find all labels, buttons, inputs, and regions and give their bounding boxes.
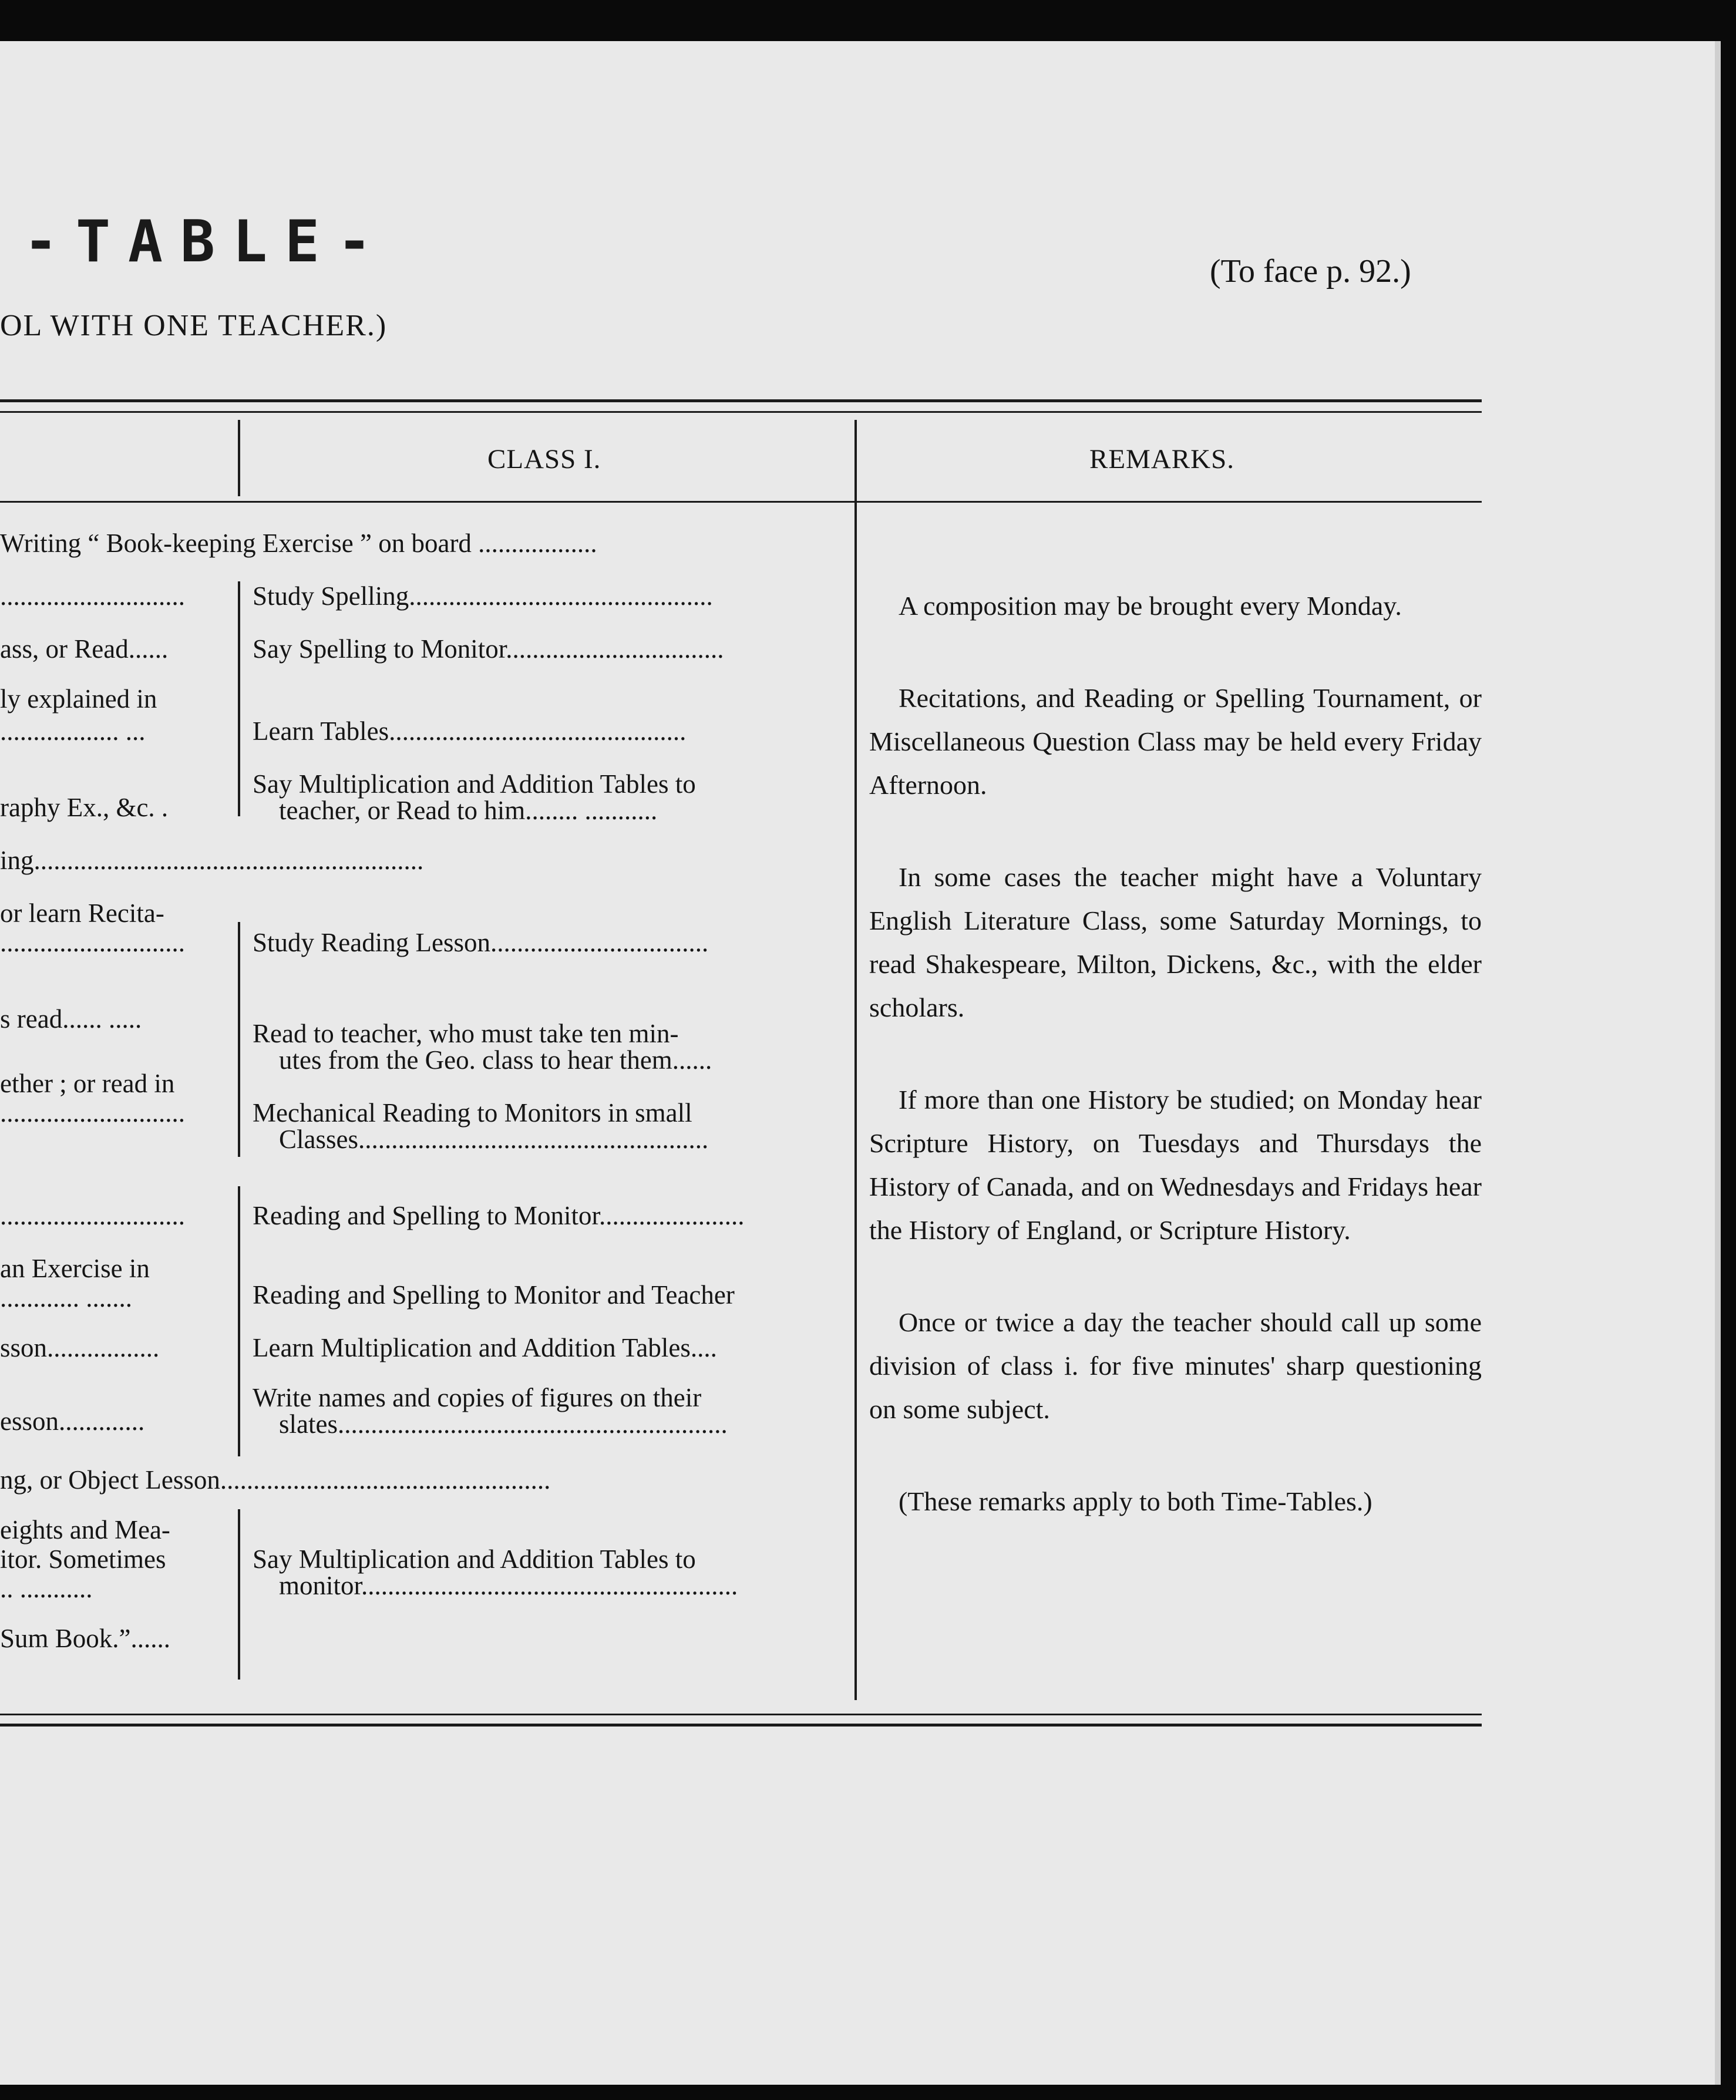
left-fragment: .................. ... — [0, 716, 146, 746]
scanned-page — [0, 41, 1721, 2085]
class-divider-header — [238, 420, 240, 496]
left-fragment: s read...... ..... — [0, 1004, 142, 1034]
left-fragment: ............................ — [0, 1098, 185, 1128]
left-fragment: eights and Mea- — [0, 1515, 170, 1544]
remark-paragraph: Recitations, and Reading or Spelling Tournament, or Miscellaneous Question Class may be held every Friday Afternoon. — [869, 683, 1482, 800]
left-fragment: an Exercise in — [0, 1254, 150, 1283]
left-fragment: ing........................................................... — [0, 846, 424, 875]
left-fragment: itor. Sometimes — [0, 1544, 166, 1574]
left-fragment: or learn Recita- — [0, 898, 164, 928]
class-one-entry: Say Multiplication and Addition Tables to — [253, 1544, 696, 1574]
remark-paragraph: In some cases the teacher might have a Voluntary English Literature Class, some Saturday Mornings, to read Shakespeare, Milton, Dickens, &c., with the elder scholars. — [869, 862, 1482, 1022]
class-one-entry: Reading and Spelling to Monitor and Teacher — [253, 1280, 735, 1310]
page-subtitle: OL WITH ONE TEACHER.) — [0, 309, 388, 342]
class-one-entry: Study Reading Lesson................................. — [253, 928, 709, 957]
page-title: -TABLE- — [23, 208, 390, 275]
left-fragment: ............................ — [0, 581, 185, 611]
left-fragment: ether ; or read in — [0, 1069, 175, 1098]
class-divider-1 — [238, 581, 240, 816]
left-fragment: ............................ — [0, 928, 185, 957]
left-fragment: raphy Ex., &c. . — [0, 793, 169, 822]
class-one-entry: teacher, or Read to him........ ........... — [279, 796, 658, 825]
class-one-entry: slates........................................................... — [279, 1409, 728, 1439]
left-fragment: ass, or Read...... — [0, 634, 169, 664]
class-one-entry: monitor......................................................... — [279, 1571, 738, 1600]
remarks-column-divider — [854, 420, 857, 1700]
class-one-entry: Learn Tables............................................. — [253, 716, 687, 746]
class-divider-4 — [238, 1509, 240, 1680]
header-underline — [0, 501, 1482, 503]
class-one-entry: Say Spelling to Monitor................................. — [253, 634, 724, 664]
face-page-note: (To face p. 92.) — [1210, 253, 1411, 290]
remarks-column — [869, 584, 1482, 1572]
class-one-entry: Learn Multiplication and Addition Tables.... — [253, 1333, 717, 1362]
class-one-entry: Say Multiplication and Addition Tables to — [253, 769, 696, 799]
class-one-entry: Reading and Spelling to Monitor...................... — [253, 1201, 745, 1230]
top-rule-thick — [0, 399, 1482, 402]
left-fragment: Sum Book.”...... — [0, 1624, 171, 1653]
class-one-entry: Write names and copies of figures on their — [253, 1383, 702, 1412]
class-one-entry: utes from the Geo. class to hear them...... — [279, 1045, 712, 1075]
remarks-header: REMARKS. — [1089, 444, 1234, 474]
left-fragment: ............................ — [0, 1201, 185, 1230]
left-fragment: esson............. — [0, 1406, 145, 1436]
left-fragment: ly explained in — [0, 684, 157, 714]
class-one-entry: Classes..................................................... — [279, 1125, 709, 1154]
left-fragment: .. ........... — [0, 1574, 93, 1603]
left-fragment: ng, or Object Lesson.................................................. — [0, 1465, 551, 1495]
class-divider-2 — [238, 922, 240, 1157]
class-one-entry: Study Spelling.............................................. — [253, 581, 713, 611]
class-one-header: CLASS I. — [487, 444, 601, 474]
top-rule-thin — [0, 411, 1482, 413]
class-one-entry: Mechanical Reading to Monitors in small — [253, 1098, 692, 1128]
class-divider-3 — [238, 1186, 240, 1456]
remark-paragraph: Once or twice a day the teacher should call up some division of class i. for five minutes' sharp questioning on some subject. — [869, 1307, 1482, 1424]
left-fragment: ............ ....... — [0, 1283, 132, 1312]
bottom-rule-thin — [0, 1714, 1482, 1715]
remark-paragraph: If more than one History be studied; on Monday hear Scripture History, on Tuesdays and Thursdays the History of Canada, and on Wednesdays and Fridays hear the History of England, or Scripture History. — [869, 1085, 1482, 1245]
left-fragment: Writing “ Book-keeping Exercise ” on board .................. — [0, 529, 597, 558]
page-edge — [1715, 41, 1721, 2085]
class-one-entry: Read to teacher, who must take ten min- — [253, 1019, 679, 1048]
remark-paragraph: A composition may be brought every Monday. — [899, 591, 1402, 621]
remark-paragraph: (These remarks apply to both Time-Tables.) — [899, 1486, 1372, 1516]
bottom-rule-thick — [0, 1724, 1482, 1727]
left-fragment: sson................. — [0, 1333, 160, 1362]
